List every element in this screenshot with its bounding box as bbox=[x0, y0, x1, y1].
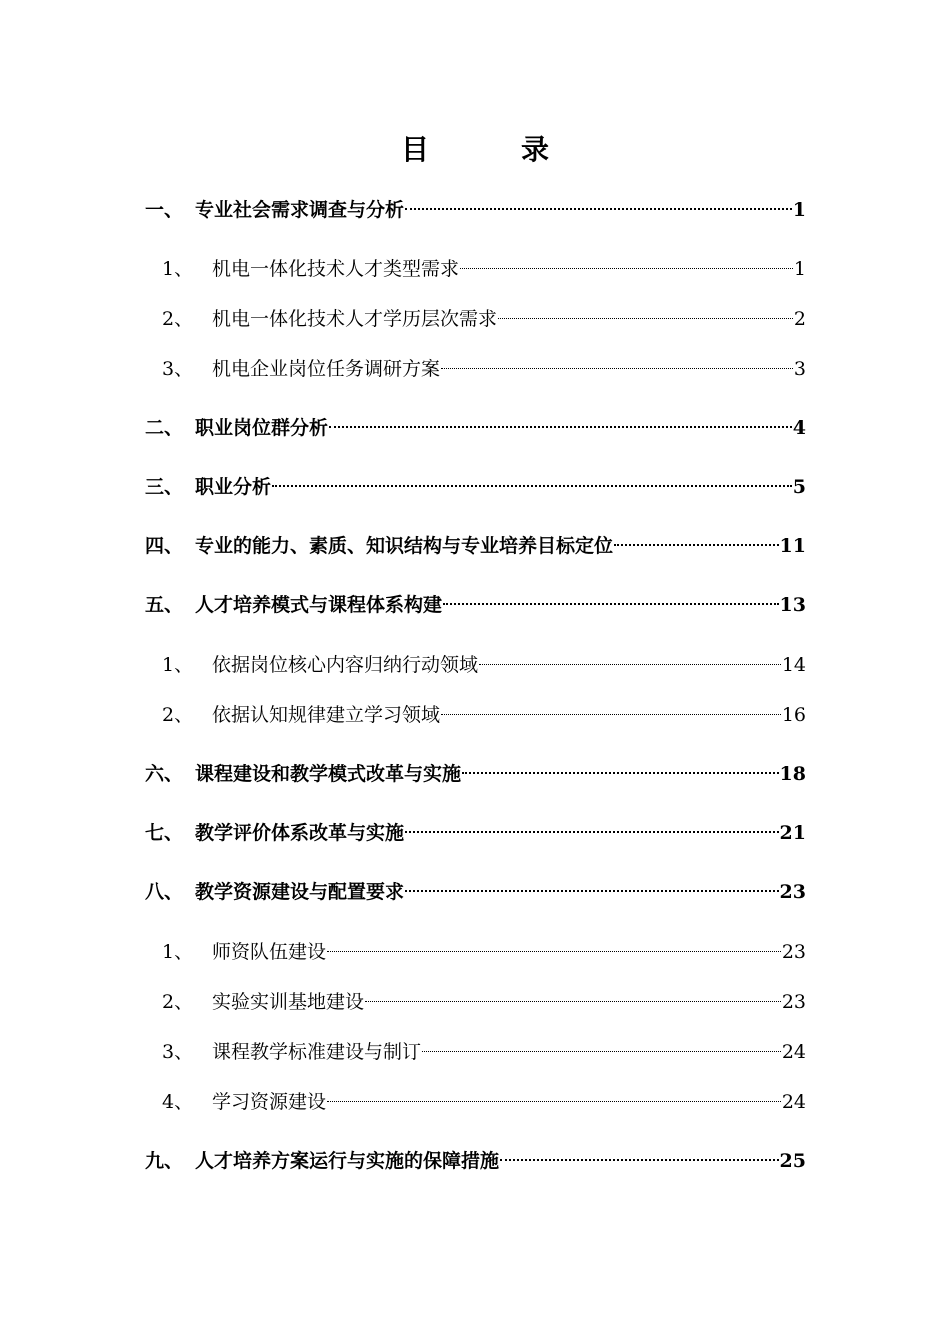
toc-entry[interactable] bbox=[145, 1146, 806, 1176]
page-title: 目 录 bbox=[400, 133, 581, 166]
dot-leader bbox=[443, 603, 779, 605]
toc-entry-page: 18 bbox=[779, 763, 806, 785]
toc-entry-text: 职业岗位群分析 bbox=[195, 417, 329, 439]
toc-entry-number: 五、 bbox=[145, 594, 184, 616]
dot-leader bbox=[327, 1101, 781, 1102]
toc-entry[interactable] bbox=[162, 937, 806, 967]
toc-entry-number: 二、 bbox=[145, 417, 184, 439]
toc-entry-text: 职业分析 bbox=[195, 476, 272, 498]
toc-entry[interactable] bbox=[162, 700, 806, 730]
dot-leader bbox=[441, 714, 781, 715]
toc-entry[interactable] bbox=[162, 354, 806, 384]
dot-leader bbox=[365, 1001, 781, 1002]
dot-leader bbox=[405, 890, 779, 892]
toc-entry-number: 3、 bbox=[162, 358, 194, 380]
toc-entry-page: 1 bbox=[792, 199, 806, 221]
dot-leader bbox=[498, 318, 793, 319]
toc-entry[interactable] bbox=[162, 1087, 806, 1117]
toc-entry[interactable] bbox=[162, 650, 806, 680]
toc-entry-page: 4 bbox=[792, 417, 806, 439]
toc-entry-number: 九、 bbox=[145, 1150, 184, 1172]
dot-leader bbox=[479, 664, 781, 665]
dot-leader bbox=[329, 426, 792, 428]
toc-entry-page: 14 bbox=[781, 654, 806, 676]
toc-entry-text: 专业的能力、素质、知识结构与专业培养目标定位 bbox=[195, 535, 614, 557]
dot-leader bbox=[441, 368, 793, 369]
toc-entry-number: 六、 bbox=[145, 763, 184, 785]
toc-entry[interactable] bbox=[145, 413, 806, 443]
toc-entry-number: 四、 bbox=[145, 535, 184, 557]
dot-leader bbox=[405, 208, 792, 210]
toc-entry[interactable] bbox=[162, 254, 806, 284]
toc-entry-text: 人才培养方案运行与实施的保障措施 bbox=[195, 1150, 500, 1172]
dot-leader bbox=[614, 544, 779, 546]
toc-entry-page: 16 bbox=[781, 704, 806, 726]
toc-entry-number: 2、 bbox=[162, 308, 194, 330]
toc-entry-text: 依据岗位核心内容归纳行动领域 bbox=[212, 654, 479, 676]
toc-entry-page: 24 bbox=[781, 1041, 806, 1063]
toc-entry-number: 4、 bbox=[162, 1091, 194, 1113]
toc-entry-text: 机电企业岗位任务调研方案 bbox=[212, 358, 441, 380]
toc-entry-number: 3、 bbox=[162, 1041, 194, 1063]
toc-entry-page: 23 bbox=[779, 881, 806, 903]
dot-leader bbox=[327, 951, 781, 952]
toc-entry[interactable] bbox=[145, 818, 806, 848]
toc-entry[interactable] bbox=[145, 195, 806, 225]
toc-entry-text: 机电一体化技术人才类型需求 bbox=[212, 258, 460, 280]
toc-entry-text: 学习资源建设 bbox=[212, 1091, 327, 1113]
toc-entry[interactable] bbox=[145, 531, 806, 561]
toc-entry-text: 课程教学标准建设与制订 bbox=[212, 1041, 422, 1063]
toc-entry-page: 2 bbox=[793, 308, 806, 330]
toc-entry-page: 24 bbox=[781, 1091, 806, 1113]
toc-entry-number: 1、 bbox=[162, 654, 194, 676]
toc-entry-page: 3 bbox=[793, 358, 806, 380]
toc-entry[interactable] bbox=[145, 759, 806, 789]
dot-leader bbox=[462, 772, 779, 774]
dot-leader bbox=[460, 268, 793, 269]
toc-entry-number: 1、 bbox=[162, 941, 194, 963]
toc-entry[interactable] bbox=[162, 304, 806, 334]
toc-entry-number: 2、 bbox=[162, 991, 194, 1013]
toc-entry-page: 25 bbox=[779, 1150, 806, 1172]
toc-entry-page: 1 bbox=[793, 258, 806, 280]
toc-entry-number: 三、 bbox=[145, 476, 184, 498]
toc-entry-number: 1、 bbox=[162, 258, 194, 280]
toc-entry-page: 23 bbox=[781, 991, 806, 1013]
toc-entry[interactable] bbox=[162, 1037, 806, 1067]
dot-leader bbox=[500, 1159, 779, 1161]
toc-entry-page: 13 bbox=[779, 594, 806, 616]
dot-leader bbox=[422, 1051, 781, 1052]
toc-entry-page: 11 bbox=[779, 535, 806, 557]
toc-entry-text: 人才培养模式与课程体系构建 bbox=[195, 594, 443, 616]
toc-entry-number: 七、 bbox=[145, 822, 184, 844]
dot-leader bbox=[405, 831, 779, 833]
toc-entry-number: 2、 bbox=[162, 704, 194, 726]
toc-entry-page: 5 bbox=[792, 476, 806, 498]
toc-entry-page: 21 bbox=[779, 822, 806, 844]
toc-entry[interactable] bbox=[162, 987, 806, 1017]
toc-entry-text: 专业社会需求调查与分析 bbox=[195, 199, 405, 221]
toc-entry-page: 23 bbox=[781, 941, 806, 963]
toc-entry-text: 教学资源建设与配置要求 bbox=[195, 881, 405, 903]
toc-entry[interactable] bbox=[145, 877, 806, 907]
toc-entry[interactable] bbox=[145, 472, 806, 502]
dot-leader bbox=[272, 485, 792, 487]
toc-entry-text: 机电一体化技术人才学历层次需求 bbox=[212, 308, 498, 330]
toc-entry-text: 实验实训基地建设 bbox=[212, 991, 365, 1013]
toc-entry-text: 师资队伍建设 bbox=[212, 941, 327, 963]
toc-entry-text: 教学评价体系改革与实施 bbox=[195, 822, 405, 844]
toc-entry[interactable] bbox=[145, 590, 806, 620]
toc-entry-text: 依据认知规律建立学习领域 bbox=[212, 704, 441, 726]
toc-entry-number: 一、 bbox=[145, 199, 184, 221]
toc-entry-text: 课程建设和教学模式改革与实施 bbox=[195, 763, 462, 785]
toc-entry-number: 八、 bbox=[145, 881, 184, 903]
